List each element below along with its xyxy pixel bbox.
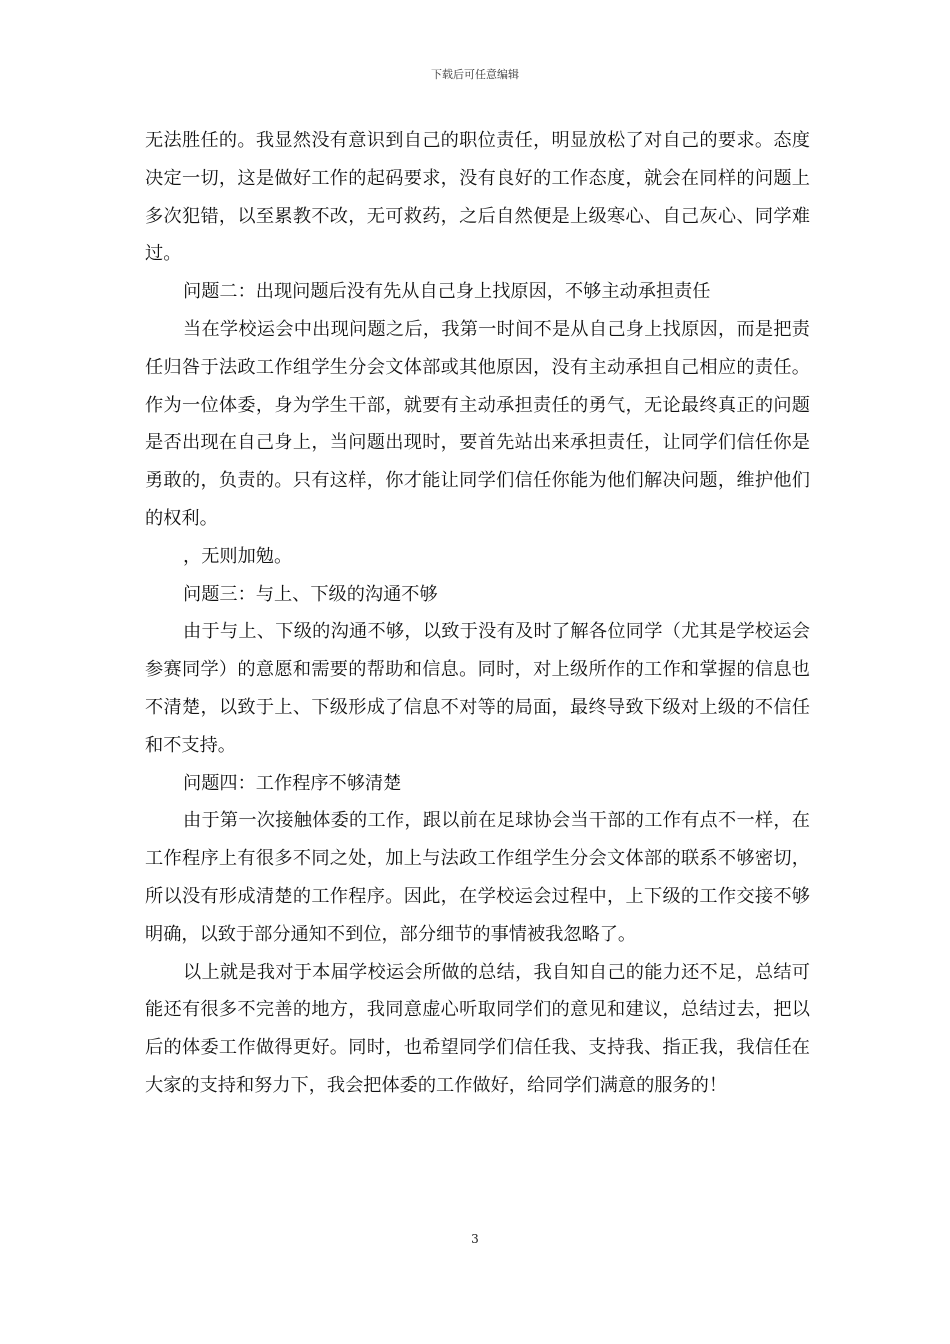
- section-heading: 问题四：工作程序不够清楚: [183, 772, 402, 794]
- page-header: 下载后可任意编辑: [431, 68, 519, 81]
- section-heading: 问题二：出现问题后没有先从自己身上找原因，不够主动承担责任: [183, 281, 711, 303]
- body-text: [145, 122, 810, 1105]
- paragraph: 以上就是我对于本届学校运会所做的总结，我自知自己的能力还不足，总结可能还有很多不完善的地方，我同意虚心听取同学们的意见和建议，总结过去，把以后的体委工作做得更好。同时，也希望同学们信任我、支持我、指正我，我信任在大家的支持和努力下，我会把体委的工作做好，给同学们满意的服务的！: [145, 961, 810, 1096]
- paragraph: 由于与上、下级的沟通不够，以致于没有及时了解各位同学（尤其是学校运会参赛同学）的意愿和需要的帮助和信息。同时，对上级所作的工作和掌握的信息也不清楚，以致于上、下级形成了信息不对等的局面，最终导致下级对上级的不信任和不支持。: [145, 621, 810, 756]
- paragraph: 当在学校运会中出现问题之后，我第一时间不是从自己身上找原因，而是把责任归咎于法政工作组学生分会文体部或其他原因，没有主动承担自己相应的责任。作为一位体委，身为学生干部，就要有主动承担责任的勇气，无论最终真正的问题是否出现在自己身上，当问题出现时，要首先站出来承担责任，让同学们信任你是勇敢的，负责的。只有这样，你才能让同学们信任你能为他们解决问题，维护他们的权利。: [145, 318, 810, 529]
- paragraph: 由于第一次接触体委的工作，跟以前在足球协会当干部的工作有点不一样，在工作程序上有很多不同之处，加上与法政工作组学生分会文体部的联系不够密切，所以没有形成清楚的工作程序。因此，在学校运会过程中，上下级的工作交接不够明确，以致于部分通知不到位，部分细节的事情被我忽略了。: [145, 810, 810, 945]
- paragraph: 无法胜任的。我显然没有意识到自己的职位责任，明显放松了对自己的要求。态度决定一切，这是做好工作的起码要求，没有良好的工作态度，就会在同样的问题上多次犯错，以至累教不改，无可救药，之后自然便是上级寒心、自己灰心、同学难过。: [145, 130, 810, 265]
- section-heading: 问题三：与上、下级的沟通不够: [183, 583, 438, 605]
- paragraph: ，无则加勉。: [183, 545, 293, 567]
- page-number: 3: [471, 1232, 479, 1246]
